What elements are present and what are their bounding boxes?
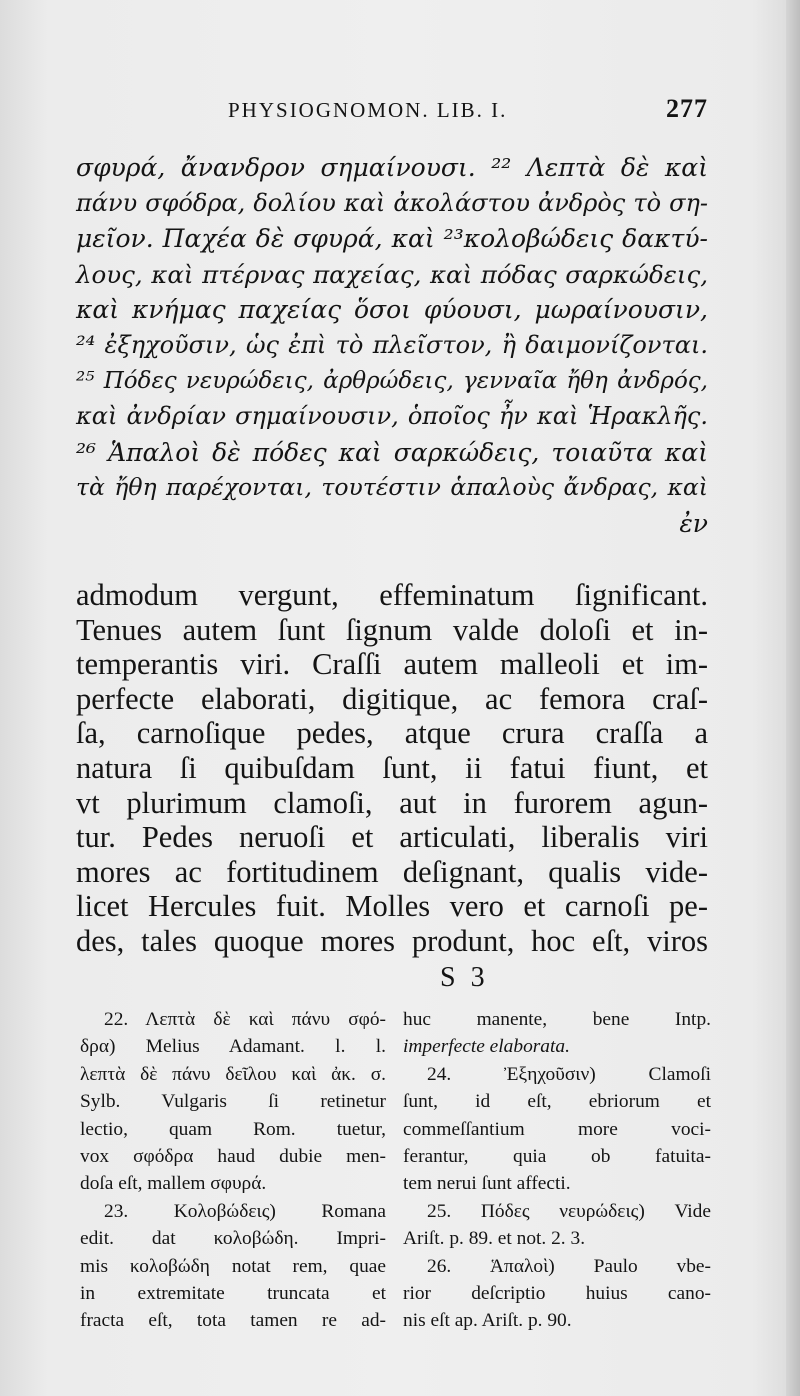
- greek-line: ²⁴ ἐξηχοῦσιν, ὡς ἐπὶ τὸ πλεῖστον, ἢ δαιμονίζονται.: [76, 330, 708, 359]
- latin-line: admodum vergunt, effeminatum ſignificant.: [76, 578, 708, 612]
- footnote-line: 26. Ἁπαλοὶ) Paulo vbe-: [427, 1255, 711, 1277]
- footnote-line: 25. Πόδες νευρώδεις) Vide: [427, 1200, 711, 1222]
- latin-line: temperantis viri. Craſſi autem malleoli et im-: [76, 647, 708, 682]
- latin-line: ſa, carnoſique pedes, atque crura craſſa a: [76, 716, 708, 751]
- running-head: [228, 94, 708, 130]
- greek-text-block: [76, 150, 708, 542]
- footnotes-left-column: [80, 1006, 386, 1335]
- page-edge: [786, 0, 800, 1396]
- footnote-line: ſunt, id eſt, ebriorum et: [403, 1091, 711, 1113]
- footnote-line: huc manente, bene Intp.: [403, 1009, 711, 1030]
- footnote-line: lectio, quam Rom. tuetur,: [80, 1118, 386, 1140]
- greek-line: τὰ ἤθη παρέχονται, τουτέστιν ἁπαλοὺς ἄνδρας, καὶ: [76, 473, 708, 502]
- footnote-line: doſa eſt, mallem σφυρά.: [80, 1173, 267, 1195]
- latin-line: tur. Pedes neruoſi et articulati, liberalis viri: [76, 820, 708, 855]
- footnote-line: ferantur, quia ob fatuita-: [403, 1145, 711, 1167]
- footnote-line: edit. dat κολοβώδη. Impri-: [80, 1228, 386, 1250]
- footnote-line: nis eſt ap. Ariſt. p. 90.: [403, 1310, 572, 1332]
- running-title: PHYSIOGNOMON. LIB. I.: [228, 98, 508, 122]
- greek-line: ²⁵ Πόδες νευρώδεις, ἀρθρώδεις, γενναῖα ἤθη ἀνδρός,: [76, 367, 708, 394]
- greek-catchword: ἐν: [679, 508, 708, 538]
- greek-line: καὶ ἀνδρίαν σημαίνουσιν, ὁποῖος ἦν καὶ Ἡρακλῆς.: [76, 402, 708, 431]
- footnote-line: δρα) Melius Adamant. l. l.: [80, 1036, 386, 1058]
- latin-line: perfecte elaborati, digitique, ac femora craſ-: [76, 681, 708, 716]
- latin-line: Tenues autem ſunt ſignum valde doloſi et in-: [76, 612, 708, 647]
- footnote-line: mis κολοβώδη notat rem, quae: [80, 1255, 386, 1277]
- greek-line: πάνυ σφόδρα, δολίου καὶ ἀκολάστου ἀνδρὸς τὸ ση-: [76, 188, 708, 217]
- footnote-line: λεπτὰ δὲ πάνυ δεῖλου καὶ ἀκ. σ.: [80, 1063, 386, 1085]
- footnote-line: Ariſt. p. 89. et not. 2. 3.: [403, 1228, 586, 1250]
- footnote-line: Sylb. Vulgaris ſi retinetur: [80, 1091, 386, 1113]
- footnote-line: tem nerui ſunt affecti.: [403, 1173, 571, 1195]
- latin-line: vt plurimum clamoſi, aut in furorem agun-: [76, 785, 708, 820]
- footnote-line: 24. Ἐξηχοῦσιν) Clamoſi: [427, 1063, 711, 1085]
- footnote-line: commeſſantium more voci-: [403, 1118, 711, 1140]
- footnote-line: vox σφόδρα haud dubie men-: [80, 1145, 386, 1167]
- greek-line: σφυρά, ἄνανδρον σημαίνουσι. ²² Λεπτὰ δὲ καὶ: [76, 153, 708, 182]
- footnote-line: 23. Κολοβώδεις) Romana: [104, 1200, 386, 1222]
- greek-line: μεῖον. Παχέα δὲ σφυρά, καὶ ²³κολοβώδεις δακτύ-: [76, 224, 708, 254]
- footnote-line: 22. Λεπτὰ δὲ καὶ πάνυ σφό-: [104, 1009, 386, 1030]
- greek-line: ²⁶ Ἁπαλοὶ δὲ πόδες καὶ σαρκώδεις, τοιαῦτα καὶ: [76, 437, 708, 467]
- footnotes-right-column: [403, 1006, 711, 1335]
- page-number: 277: [666, 94, 708, 123]
- signature-mark: S 3: [440, 962, 489, 993]
- latin-line: licet Hercules fuit. Molles vero et carnoſi pe-: [76, 889, 708, 924]
- footnote-line: imperfecte elaborata.: [403, 1036, 570, 1058]
- latin-line: natura ſi quibuſdam ſunt, ii fatui fiunt, et: [76, 750, 708, 785]
- footnote-line: rior deſcriptio huius cano-: [403, 1282, 711, 1304]
- greek-line: καὶ κνήμας παχείας ὅσοι φύουσι, μωραίνουσιν,: [76, 295, 708, 325]
- greek-line: λους, καὶ πτέρνας παχείας, καὶ πόδας σαρκώδεις,: [76, 259, 708, 289]
- footnote-line: in extremitate truncata et: [80, 1282, 386, 1304]
- latin-line: des, tales quoque mores produnt, hoc eſt, viros: [76, 923, 708, 958]
- latin-line: mores ac fortitudinem deſignant, qualis vide-: [76, 854, 708, 889]
- footnote-line: fracta eſt, tota tamen re ad-: [80, 1310, 386, 1332]
- latin-translation-block: [76, 578, 708, 959]
